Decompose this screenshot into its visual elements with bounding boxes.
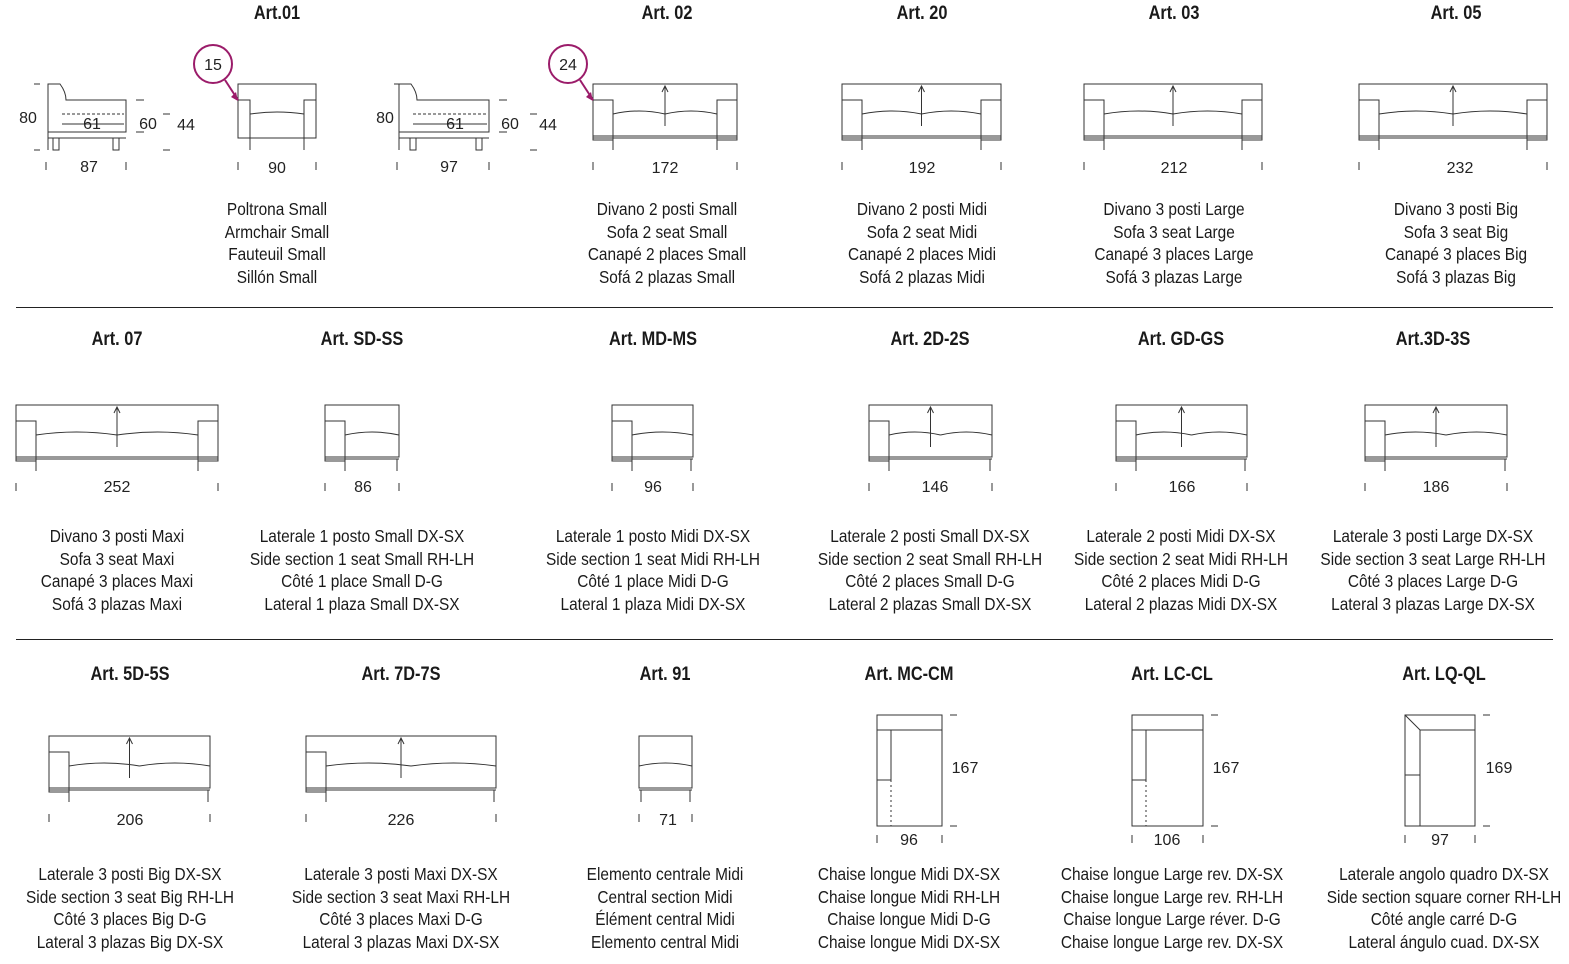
description-line: Côté 2 places Midi D-G	[1101, 571, 1261, 591]
description-line: Lateral 3 plazas Large DX-SX	[1331, 593, 1535, 614]
description-line: Side section 1 seat Midi RH-LH	[546, 548, 760, 569]
description-line: Côté 3 places Large D-G	[1347, 571, 1519, 591]
description-line: Canapé 2 places Small	[587, 244, 747, 264]
article-title: Art. LQ-QL	[1402, 664, 1486, 685]
description-line: Lateral 2 plazas Small DX-SX	[828, 593, 1032, 614]
article-title: Art. 03	[1148, 3, 1200, 24]
dimension-label: 61	[83, 116, 101, 133]
description-line: Côté 1 place Midi D-G	[577, 571, 729, 591]
article-title: Art. SD-SS	[320, 329, 404, 350]
dimension-label: 252	[103, 479, 131, 496]
dimension-label: 212	[1160, 160, 1188, 177]
description-line: Laterale 2 posti Small DX-SX	[830, 526, 1030, 546]
article-title: Art.3D-3S	[1395, 329, 1471, 350]
description-line: Chaise longue Midi DX-SX	[817, 864, 1001, 884]
description-line: Elemento central Midi	[590, 931, 740, 952]
article-title: Art. 20	[896, 3, 948, 24]
dimension-label: 90	[268, 160, 286, 177]
description-line: Poltrona Small	[226, 199, 328, 219]
description-line: Lateral 3 plazas Big DX-SX	[36, 931, 224, 952]
description-line: Divano 3 posti Large	[1103, 199, 1245, 219]
description-line: Laterale angolo quadro DX-SX	[1339, 864, 1549, 884]
description-line: Laterale 1 posto Midi DX-SX	[555, 526, 751, 546]
dimension-label: 97	[1431, 832, 1449, 849]
description-line: Side section 1 seat Small RH-LH	[249, 548, 475, 569]
description-line: Elemento centrale Midi	[586, 864, 744, 884]
description-line: Canapé 2 places Midi	[847, 244, 997, 264]
description-line: Sofá 2 plazas Small	[598, 266, 736, 287]
description-line: Sofa 2 seat Midi	[866, 221, 978, 242]
description-line: Divano 3 posti Maxi	[49, 526, 185, 546]
callout-label: 24	[559, 57, 577, 74]
description-line: Sofá 3 plazas Large	[1105, 266, 1243, 287]
description-line: Chaise longue Large rev. DX-SX	[1060, 931, 1284, 952]
description-line: Canapé 3 places Big	[1384, 244, 1528, 264]
central-section-drawing	[639, 736, 692, 822]
corner-section-plan-drawing	[1405, 715, 1490, 843]
description-line: Side section 2 seat Small RH-LH	[817, 548, 1043, 569]
description-line: Armchair Small	[224, 221, 330, 242]
dimension-labels	[19, 110, 1512, 849]
side-section-drawing	[306, 736, 496, 822]
dimension-label: 97	[440, 159, 458, 176]
description-line: Side section 3 seat Big RH-LH	[25, 886, 235, 907]
dimension-label: 232	[1446, 160, 1474, 177]
dimension-label: 226	[387, 812, 415, 829]
dimension-label: 87	[80, 159, 98, 176]
dimension-label: 192	[908, 160, 936, 177]
description-line: Canapé 3 places Maxi	[40, 571, 194, 591]
armchair-front-drawing	[238, 84, 316, 170]
description-line: Laterale 3 posti Big DX-SX	[38, 864, 222, 884]
callout-label: 15	[204, 57, 222, 74]
description-line: Laterale 3 posti Large DX-SX	[1332, 526, 1534, 546]
description-line: Divano 3 posti Big	[1393, 199, 1519, 219]
description-line: Sofa 3 seat Large	[1113, 221, 1235, 242]
article-title: Art. 07	[91, 329, 143, 350]
dimension-label: 60	[139, 116, 157, 133]
dimension-label: 86	[354, 479, 372, 496]
article-title: Art. MD-MS	[608, 329, 698, 350]
description-line: Côté 2 places Small D-G	[845, 571, 1015, 591]
article-title: Art. GD-GS	[1137, 329, 1225, 350]
description-line: Laterale 2 posti Midi DX-SX	[1086, 526, 1276, 546]
description-line: Chaise longue Midi DX-SX	[817, 931, 1001, 952]
article-title: Art. MC-CM	[864, 664, 954, 685]
dimension-label: 96	[644, 479, 662, 496]
callout-24	[549, 45, 593, 101]
dimension-label: 60	[501, 116, 519, 133]
description-line: Fauteuil Small	[228, 244, 326, 264]
description-line: Sofa 3 seat Maxi	[59, 548, 175, 569]
article-title: Art.01	[253, 3, 301, 24]
dimension-label: 106	[1153, 832, 1181, 849]
article-title: Art. 91	[639, 664, 691, 685]
description-line: Chaise longue Large rev. RH-LH	[1060, 886, 1284, 907]
dimension-label: 169	[1485, 760, 1513, 777]
dimension-label: 80	[376, 110, 394, 127]
description-line: Côté 1 place Small D-G	[281, 571, 443, 591]
description-line: Side section 3 seat Large RH-LH	[1320, 548, 1546, 569]
chaise-longue-plan-drawing	[1132, 715, 1218, 843]
dimension-label: 80	[19, 110, 37, 127]
dimension-label: 166	[1168, 479, 1196, 496]
dimension-label: 167	[951, 760, 979, 777]
article-title: Art. 7D-7S	[361, 664, 441, 685]
description-line: Chaise longue Large réver. D-G	[1063, 909, 1281, 929]
description-line: Sillón Small	[236, 266, 318, 287]
sofa-front-drawing	[593, 84, 737, 170]
side-section-drawing	[49, 736, 210, 822]
description-line: Côté 3 places Big D-G	[53, 909, 207, 929]
description-line: Chaise longue Midi RH-LH	[817, 886, 1001, 907]
description-line: Lateral 3 plazas Maxi DX-SX	[302, 931, 500, 952]
description-line: Laterale 1 posto Small DX-SX	[259, 526, 465, 546]
dimension-label: 146	[921, 479, 949, 496]
description-line: Divano 2 posti Midi	[856, 199, 988, 219]
article-title: Art. 2D-2S	[890, 329, 970, 350]
callout-15	[194, 45, 238, 101]
dimension-label: 61	[446, 116, 464, 133]
description-line: Côté angle carré D-G	[1370, 909, 1518, 929]
chaise-longue-plan-drawing	[877, 715, 957, 843]
description-line: Central section Midi	[597, 886, 733, 907]
description-line: Lateral 2 plazas Midi DX-SX	[1084, 593, 1278, 614]
description-line: Sofa 2 seat Small	[606, 221, 728, 242]
dimension-label: 167	[1212, 760, 1240, 777]
description-line: Lateral 1 plaza Midi DX-SX	[560, 593, 746, 614]
description-line: Sofa 3 seat Big	[1403, 221, 1509, 242]
description-line: Divano 2 posti Small	[596, 199, 738, 219]
description-line: Side section 2 seat Midi RH-LH	[1074, 548, 1288, 569]
description-line: Side section square corner RH-LH	[1326, 886, 1562, 907]
sofa-front-drawing	[1359, 84, 1547, 170]
dimension-label: 71	[659, 812, 677, 829]
sofa-front-drawing	[1084, 84, 1262, 170]
description-line: Side section 3 seat Maxi RH-LH	[291, 886, 511, 907]
dimension-label: 44	[539, 117, 557, 134]
description-line: Élément central Midi	[595, 909, 735, 929]
description-line: Côté 3 places Maxi D-G	[319, 909, 483, 929]
description-line: Canapé 3 places Large	[1094, 244, 1254, 264]
article-title: Art. 02	[641, 3, 693, 24]
dimension-label: 96	[900, 832, 918, 849]
description-line: Sofá 2 plazas Midi	[859, 266, 985, 287]
description-line: Sofá 3 plazas Maxi	[51, 593, 183, 614]
dimension-label: 206	[116, 812, 144, 829]
description-line: Sofá 3 plazas Big	[1396, 266, 1516, 287]
description-line: Lateral ángulo cuad. DX-SX	[1348, 931, 1540, 952]
description-line: Lateral 1 plaza Small DX-SX	[264, 593, 460, 614]
dimension-label: 186	[1422, 479, 1450, 496]
dimension-label: 172	[651, 160, 679, 177]
article-title: Art. LC-CL	[1131, 664, 1213, 685]
description-line: Laterale 3 posti Maxi DX-SX	[304, 864, 498, 884]
description-line: Chaise longue Large rev. DX-SX	[1060, 864, 1284, 884]
article-title: Art. 5D-5S	[90, 664, 170, 685]
description-line: Chaise longue Midi D-G	[827, 909, 991, 929]
dimension-label: 44	[177, 117, 195, 134]
sofa-front-drawing	[842, 84, 1001, 170]
article-title: Art. 05	[1430, 3, 1482, 24]
